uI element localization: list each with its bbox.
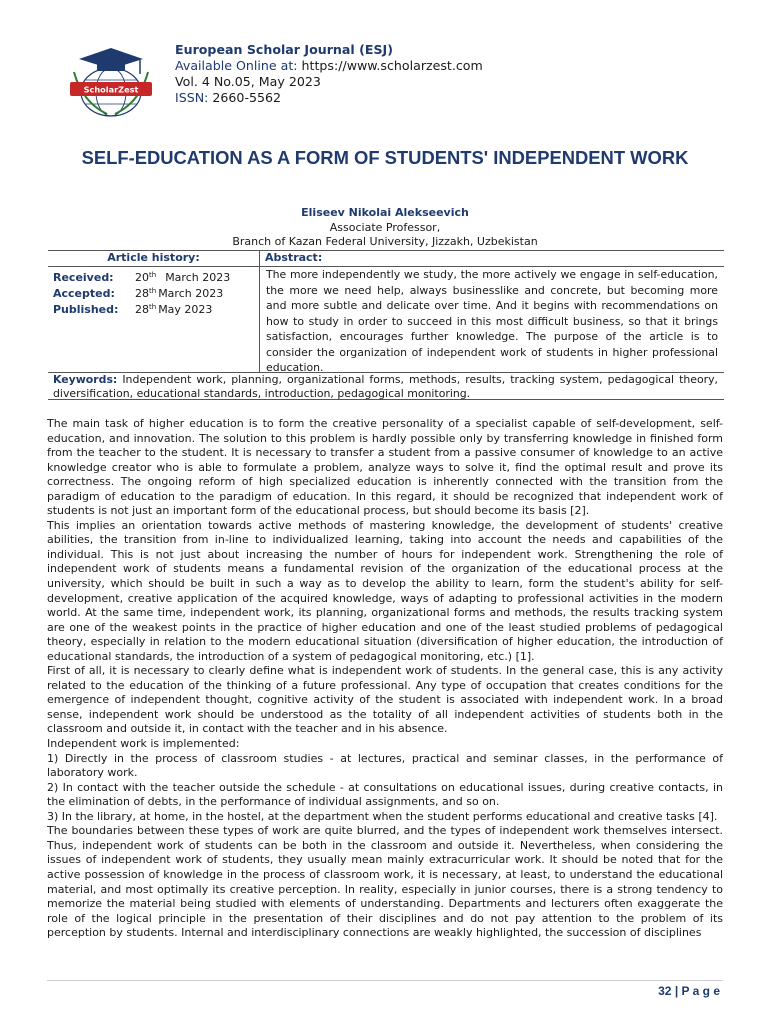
- body-paragraph: The main task of higher education is to form the creative personality of a specialist capable of self-development, self-education, and innovation. The solution to this problem is hardly possible only by transferring knowledge in finished form from the teacher to the student. It is necessary to transfer a student from a passive consumer of knowledge to an active knowledge creator who is able to formulate a problem, analyze ways to solve it, find the optimal result and prove its correctness. The ongoing reform of high specialized education is inherently connected with the transition from the paradigm of education to the paradigm of education. In this regard, it should be recognized that independent work of students is not just an important form of the educational process, but should become its basis [2].: [47, 417, 723, 518]
- availability-line: Available Online at: https://www.scholarzest.com: [175, 58, 483, 73]
- author-name: Eliseev Nikolai Alekseevich: [301, 206, 469, 219]
- journal-header: [62, 40, 702, 120]
- received-row: Received: 20th March 2023: [53, 271, 231, 284]
- article-body: [47, 417, 723, 941]
- volume-info: Vol. 4 No.05, May 2023: [175, 74, 321, 89]
- body-paragraph: The boundaries between these types of work are quite blurred, and the types of independent work themselves intersect. Thus, independent work of students can be both in the classroom and outside it. Nevertheless, when considering the issues of independent work of students, they usually mean mainly extracurricular work. It should be noted that for the active possession of knowledge in the process of classroom work, it is necessary, at least, to understand the educational material, and most optimally its creative perception. In reality, especially in junior courses, there is a strong tendency to memorize the material being studied with elements of understanding. Departments and lecturers often exaggerate the role of the logical principle in the presentation of their disciplines and do not pay attention to the problem of its perception by students. Internal and interdisciplinary connections are weakly highlighted, the succession of disciplines: [47, 824, 723, 940]
- issn-line: ISSN: 2660-5562: [175, 90, 282, 105]
- article-info-table: [48, 250, 724, 399]
- keywords-label: Keywords:: [53, 373, 118, 386]
- footer-rule: [47, 980, 723, 981]
- author-affiliation: Branch of Kazan Federal University, Jizzakh, Uzbekistan: [232, 235, 538, 248]
- author-position: Associate Professor,: [329, 220, 441, 234]
- accepted-row: Accepted: 28th March 2023: [53, 287, 224, 300]
- abstract-heading: Abstract:: [265, 251, 323, 264]
- body-list-item: 2) In contact with the teacher outside the schedule - at consultations on educational issues, during creative contacts, in the elimination of debts, in the performance of individual assignments, and so on.: [47, 780, 723, 809]
- page-footer: 32 | P a g e: [658, 984, 720, 998]
- published-row: Published: 28th May 2023: [53, 303, 213, 316]
- body-list-item: 1) Directly in the process of classroom studies - at lectures, practical and seminar classes, in the performance of laboratory work.: [47, 751, 723, 780]
- keywords-text: Independent work, planning, organizational forms, methods, results, tracking system, pedagogical theory, diversification, educational standards, introduction, pedagogical monitoring.: [53, 373, 719, 400]
- body-list-item: 3) In the library, at home, in the hostel, at the department when the student performs educational and creative tasks [4].: [47, 809, 718, 823]
- keywords-line: [53, 373, 718, 401]
- article-title: SELF-EDUCATION AS A FORM OF STUDENTS' INDEPENDENT WORK: [81, 147, 689, 168]
- page-label: P a g e: [681, 984, 720, 998]
- article-history-heading: Article history:: [107, 251, 200, 264]
- abstract-text: The more independently we study, the more actively we engage in self-education, the more we need help, always businesslike and concrete, but becoming more and more subtle and delicate over time. And it begins with recommendations on how to study in order to succeed in this most difficult business, so that it brings satisfaction, encourages further knowledge. The purpose of the article is to consider the organization of independent work of students in higher professional education.: [266, 268, 718, 374]
- page-number: 32: [658, 984, 672, 998]
- journal-name: European Scholar Journal (ESJ): [175, 42, 393, 57]
- body-paragraph: First of all, it is necessary to clearly define what is independent work of students. In the general case, this is any activity related to the education of the thinking of a future professional. Any type of occupation that creates conditions for the emergence of independent thought, cognitive activity of the student is associated with independent work. In a broad sense, independent work should be understood as the totality of all independent activities of students both in the classroom and outside it, in contact with the teacher and in his absence.: [47, 664, 723, 736]
- journal-url[interactable]: https://www.scholarzest.com: [301, 58, 483, 73]
- body-paragraph: Independent work is implemented:: [47, 737, 240, 751]
- body-paragraph: This implies an orientation towards active methods of mastering knowledge, the development of students' creative abilities, the transition from in-line to individualized learning, taking into account the needs and capabilities of the individual. This is not just about increasing the number of hours for independent work. Strengthening the role of independent work of students means a fundamental revision of the organization of the educational process at the university, which should be built in such a way as to develop the ability to learn, form the student's ability for self-development, creative application of the acquired knowledge, ways of adapting to professional activities in the modern world. At the same time, independent work, its planning, organizational forms and methods, the results tracking system are one of the weakest points in the practice of higher education and one of the least studied problems of pedagogical theory, especially in relation to the modern educational situation (diversification of higher education, the introduction of educational standards, the introduction of a system of pedagogical monitoring, etc.) [1].: [47, 518, 723, 663]
- author-block: [40, 206, 730, 250]
- scholarzest-logo: [62, 42, 160, 120]
- table-column-divider: [259, 250, 260, 372]
- svg-text:ScholarZest: ScholarZest: [83, 84, 139, 95]
